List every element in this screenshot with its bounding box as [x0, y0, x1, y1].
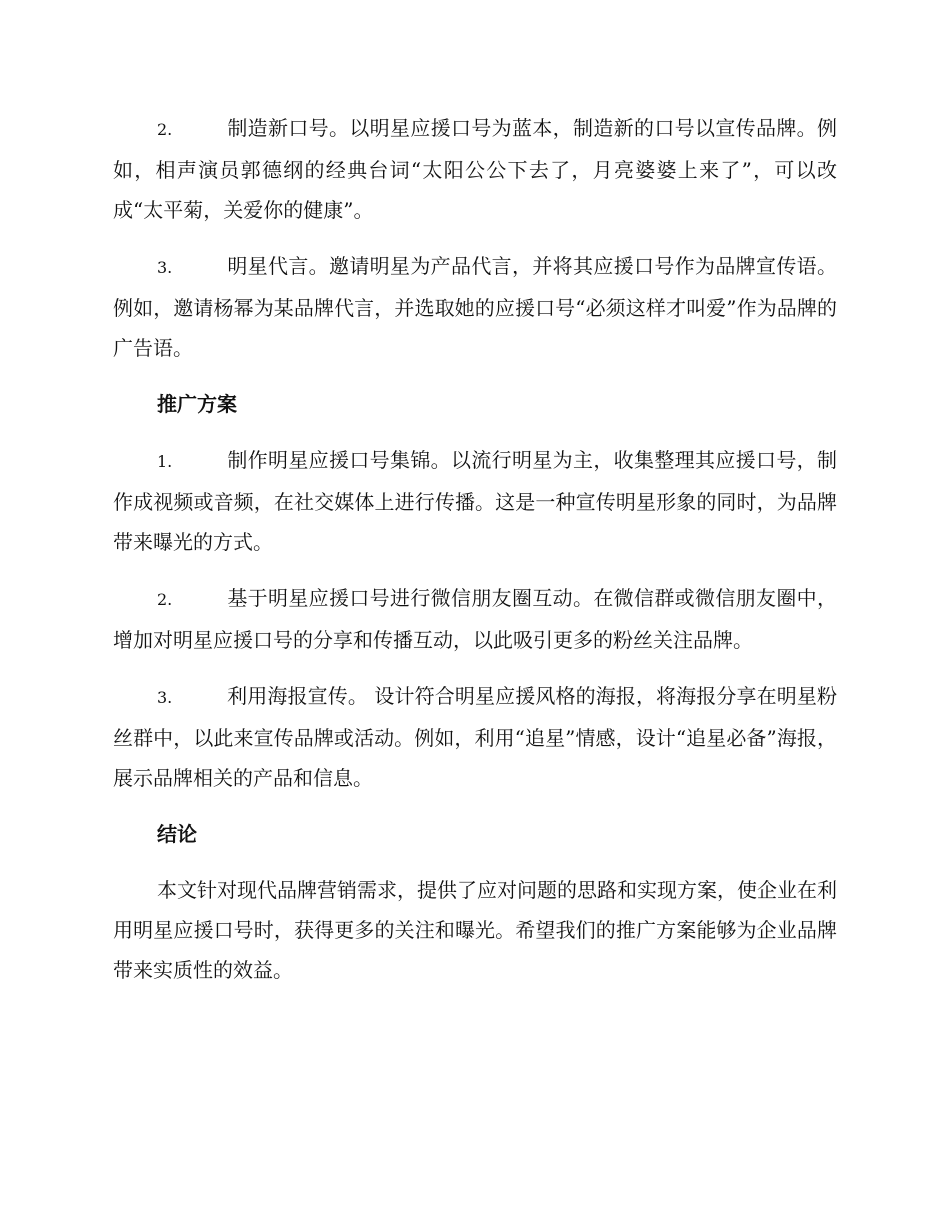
list-number: 3. [157, 688, 173, 707]
promotion-list-item [113, 578, 837, 660]
list-number: 2. [157, 120, 173, 139]
list-number: 2. [157, 590, 173, 609]
list-item-text: 基于明星应援口号进行微信朋友圈互动。在微信群或微信朋友圈中，增加对明星应援口号的分享和传播互动，以此吸引更多的粉丝关注品牌。 [113, 586, 837, 652]
list-number: 3. [157, 258, 173, 277]
list-item-text: 制造新口号。以明星应援口号为蓝本，制造新的口号以宣传品牌。例如，相声演员郭德纲的经典台词“太阳公公下去了，月亮婆婆上来了”，可以改成“太平菊，关爱你的健康”。 [113, 116, 837, 222]
list-item-text: 利用海报宣传。 设计符合明星应援风格的海报，将海报分享在明星粉丝群中，以此来宣传品牌或活动。例如，利用“追星”情感，设计“追星必备”海报，展示品牌相关的产品和信息。 [113, 684, 837, 790]
section-heading-promotion: 推广方案 [157, 392, 237, 416]
document-page [113, 108, 837, 1006]
promotion-list-item [113, 440, 837, 562]
section-heading-conclusion: 结论 [157, 822, 197, 846]
conclusion-paragraph: 本文针对现代品牌营销需求，提供了应对问题的思路和实现方案，使企业在利用明星应援口号时，获得更多的关注和曝光。希望我们的推广方案能够为企业品牌带来实质性的效益。 [113, 878, 837, 982]
promotion-list-item [113, 676, 837, 798]
list-item-text: 明星代言。邀请明星为产品代言，并将其应援口号作为品牌宣传语。例如，邀请杨幂为某品牌代言，并选取她的应援口号“必须这样才叫爱”作为品牌的广告语。 [113, 254, 837, 360]
slogan-list-item [113, 108, 837, 230]
list-number: 1. [157, 452, 173, 471]
slogan-list-item [113, 246, 837, 368]
list-item-text: 制作明星应援口号集锦。以流行明星为主，收集整理其应援口号，制作成视频或音频，在社交媒体上进行传播。这是一种宣传明星形象的同时，为品牌带来曝光的方式。 [113, 448, 837, 554]
